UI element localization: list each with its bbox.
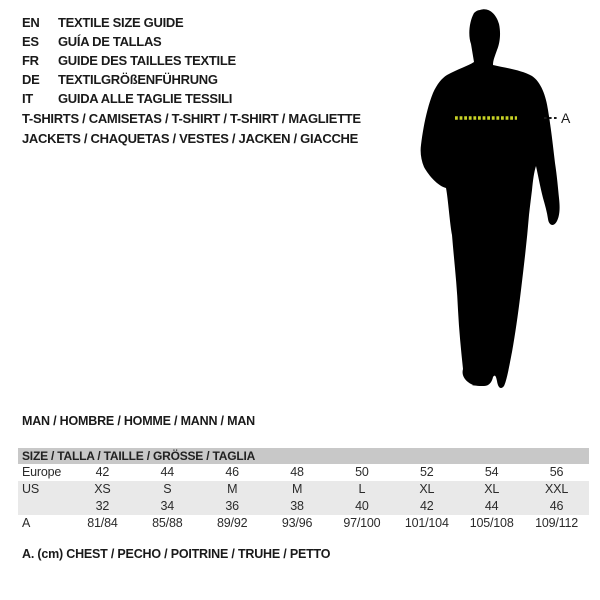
size-cell: XS [94, 482, 111, 496]
size-cell: 44 [484, 499, 499, 513]
size-cell: 105/108 [469, 516, 514, 530]
list-item [22, 13, 236, 32]
size-cell: XL [419, 482, 435, 496]
table-row-europe [18, 464, 589, 481]
language-label: TEXTILE SIZE GUIDE [58, 15, 184, 30]
size-cell: 109/112 [535, 516, 578, 530]
category-heading [22, 109, 361, 149]
man-silhouette-svg [380, 0, 600, 410]
list-item [22, 70, 236, 89]
table-row-size-number [18, 498, 589, 515]
language-code: ES [22, 34, 39, 49]
size-cell: 93/96 [281, 516, 313, 530]
category-line-tshirts: T-SHIRTS / CAMISETAS / T-SHIRT / T-SHIRT / MAGLIETTE [22, 111, 361, 126]
list-item [22, 51, 236, 70]
language-label: GUÍA DE TALLAS [58, 34, 162, 49]
size-cell: 48 [290, 465, 304, 479]
size-cell: 85/88 [152, 516, 183, 530]
language-code: EN [22, 15, 40, 30]
size-cell: XXL [545, 482, 569, 496]
table-row-us [18, 481, 589, 498]
measure-label-a: A [561, 110, 571, 126]
size-table-header: SIZE / TALLA / TAILLE / GRÖSSE / TAGLIA [18, 448, 589, 464]
size-cell: 40 [355, 499, 369, 513]
size-cell: S [163, 482, 172, 496]
size-cell: 89/92 [217, 516, 248, 530]
language-code: DE [22, 72, 40, 87]
size-cell: M [291, 482, 303, 496]
list-item [22, 89, 236, 108]
language-code: IT [22, 91, 33, 106]
measurement-footnote: A. (cm) CHEST / PECHO / POITRINE / TRUHE / PETTO [22, 547, 331, 561]
size-cell: 50 [355, 465, 369, 479]
list-item [22, 32, 236, 51]
size-cell: 34 [160, 499, 175, 513]
size-cell: M [227, 482, 238, 496]
language-label: GUIDA ALLE TAGLIE TESSILI [58, 91, 233, 106]
size-cell: 32 [95, 499, 110, 513]
row-label: US [22, 482, 39, 496]
size-cell: L [358, 482, 366, 496]
size-cell: 36 [225, 499, 239, 513]
size-cell: 46 [225, 465, 239, 479]
size-cell: 42 [420, 499, 434, 513]
table-row-chest-a [18, 515, 589, 532]
row-label: Europe [22, 465, 62, 479]
size-cell: XL [484, 482, 500, 496]
size-cell: 54 [484, 465, 499, 479]
language-code: FR [22, 53, 39, 68]
man-silhouette-figure [380, 0, 600, 410]
size-cell: 101/104 [404, 516, 449, 530]
gender-heading: MAN / HOMBRE / HOMME / MANN / MAN [22, 414, 255, 428]
row-label: A [22, 516, 31, 530]
category-line-jackets: JACKETS / CHAQUETAS / VESTES / JACKEN / GIACCHE [22, 131, 358, 146]
language-label: GUIDE DES TAILLES TEXTILE [58, 53, 236, 68]
size-cell: 81/84 [87, 516, 118, 530]
size-table [18, 448, 589, 532]
size-cell: 46 [549, 499, 564, 513]
size-cell: 52 [420, 465, 434, 479]
man-silhouette-shape [421, 9, 560, 388]
size-cell: 56 [549, 465, 564, 479]
size-cell: 42 [95, 465, 110, 479]
size-cell: 38 [290, 499, 304, 513]
size-cell: 97/100 [343, 516, 381, 530]
language-list [22, 13, 236, 108]
size-cell: 44 [160, 465, 175, 479]
language-label: TEXTILGRÖßENFÜHRUNG [58, 72, 218, 87]
row-label [18, 498, 70, 515]
